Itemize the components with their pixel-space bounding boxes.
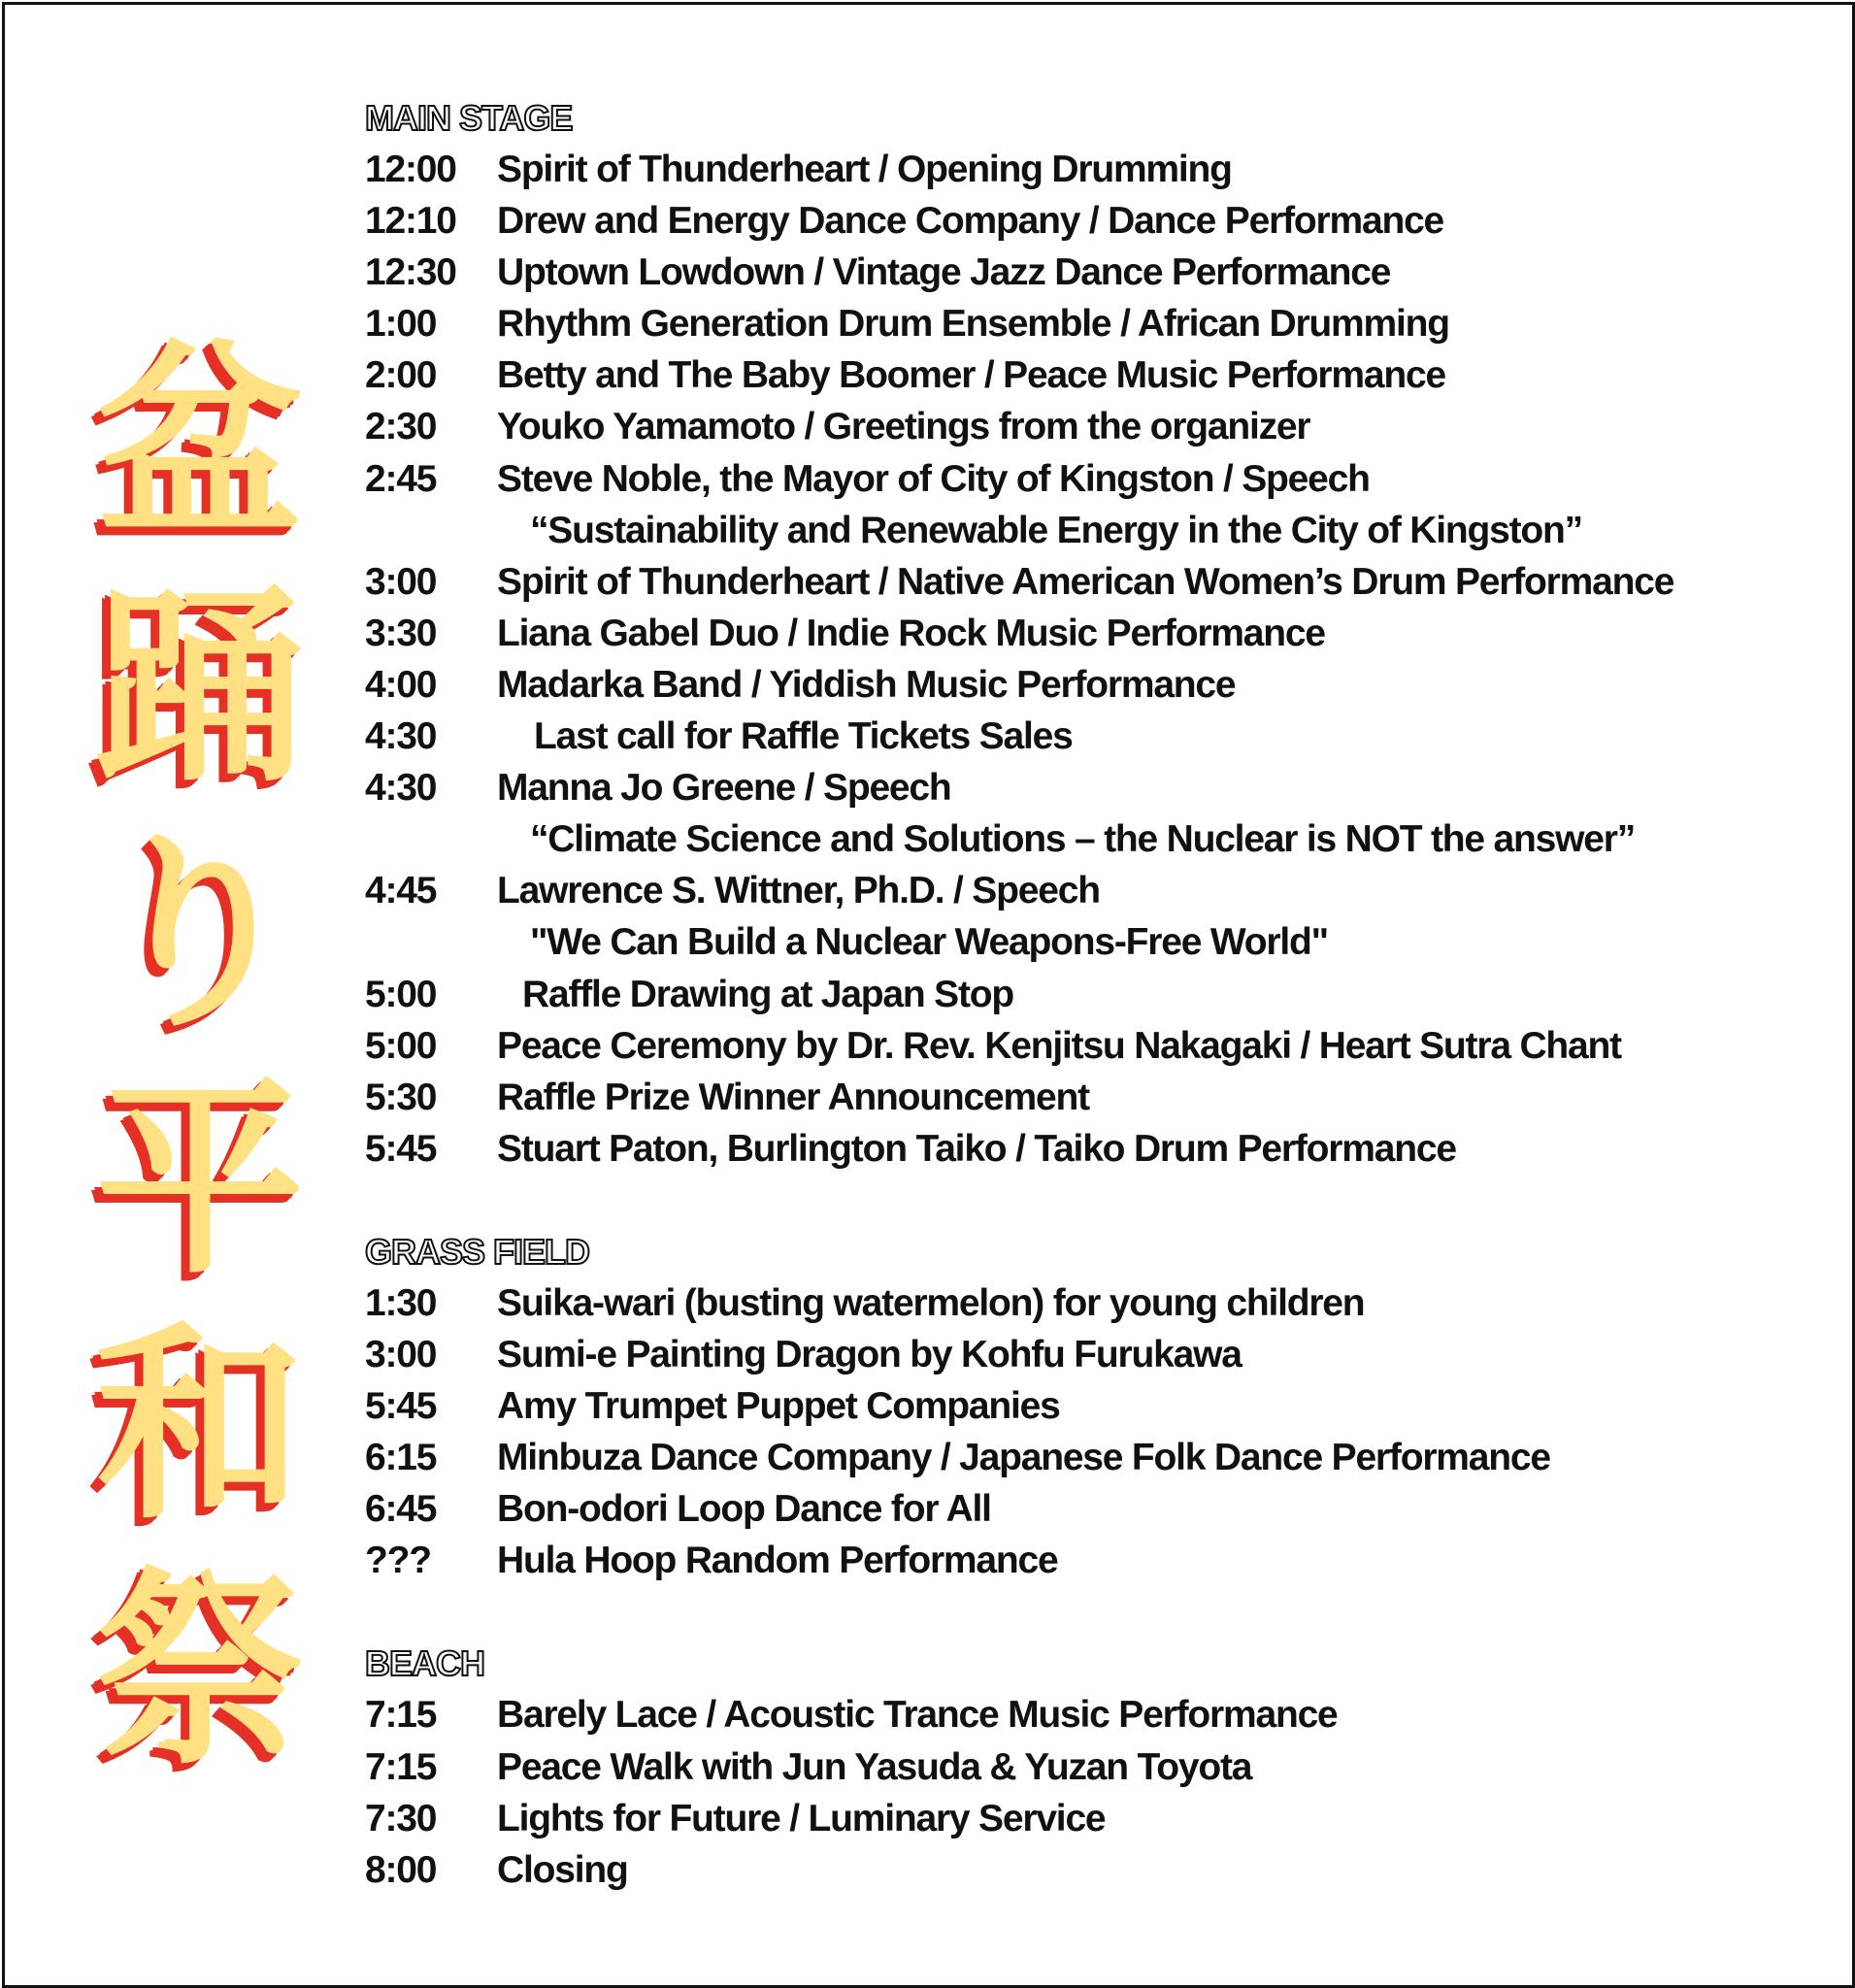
schedule-desc: Steve Noble, the Mayor of City of Kingston / Speech: [497, 457, 1370, 500]
schedule-desc: Liana Gabel Duo / Indie Rock Music Performance: [497, 612, 1325, 654]
schedule-row: [365, 1380, 1821, 1432]
schedule-desc: Barely Lace / Acoustic Trance Music Performance: [497, 1694, 1338, 1737]
schedule-desc: Last call for Raffle Tickets Sales: [534, 715, 1073, 758]
schedule-time: 12:00: [365, 149, 456, 190]
speech-title: "We Can Build a Nuclear Weapons-Free World": [530, 921, 1328, 964]
schedule-row: [365, 298, 1821, 349]
schedule-time: 4:30: [365, 767, 437, 810]
schedule-desc: Manna Jo Greene / Speech: [497, 767, 951, 810]
schedule-desc: Lights for Future / Luminary Service: [497, 1797, 1106, 1839]
schedule-desc: Betty and The Baby Boomer / Peace Music Performance: [497, 354, 1445, 397]
schedule-desc: Sumi-e Painting Dragon by Kohfu Furukawa: [497, 1333, 1242, 1375]
schedule-row: [365, 144, 1821, 195]
schedule-time: 7:15: [365, 1694, 437, 1737]
festival-title-vertical: [83, 320, 316, 1794]
schedule-desc: Stuart Paton, Burlington Taiko / Taiko Drum Performance: [497, 1127, 1456, 1170]
schedule-row: [365, 195, 1821, 247]
schedule-time: 5:00: [365, 1024, 437, 1067]
schedule-time: 7:30: [365, 1797, 437, 1839]
schedule-desc: Bon-odori Loop Dance for All: [497, 1488, 991, 1531]
schedule-time: 5:45: [365, 1127, 437, 1170]
schedule-row: [365, 969, 1821, 1020]
schedule-row: [365, 1020, 1821, 1072]
section-spacer: [365, 1175, 1821, 1226]
title-char-ri: り: [95, 812, 305, 1056]
schedule-time: 8:00: [365, 1848, 437, 1891]
schedule-time: 6:15: [365, 1437, 437, 1479]
schedule-row: [365, 865, 1821, 916]
schedule-time: 6:45: [365, 1488, 437, 1531]
schedule-row: [365, 1329, 1821, 1380]
schedule-desc: Drew and Energy Dance Company / Dance Performance: [497, 200, 1444, 243]
schedule-desc: Amy Trumpet Puppet Companies: [497, 1385, 1060, 1428]
schedule-time: ???: [365, 1540, 431, 1582]
schedule-row: [365, 1844, 1821, 1896]
schedule-row: [365, 1689, 1821, 1740]
schedule-time: 12:30: [365, 251, 456, 294]
schedule-row: [365, 453, 1821, 505]
schedule-desc: Hula Hoop Random Performance: [497, 1540, 1058, 1582]
title-char-odo: 踊: [95, 567, 305, 811]
schedule-time: 12:10: [365, 200, 456, 243]
schedule-time: 2:45: [365, 457, 437, 500]
schedule-time: 3:00: [365, 1333, 437, 1375]
schedule-desc: Madarka Band / Yiddish Music Performance: [497, 663, 1236, 706]
section-spacer: [365, 1586, 1821, 1638]
schedule-desc: Spirit of Thunderheart / Opening Drumming: [497, 149, 1232, 190]
schedule-time: 1:00: [365, 303, 437, 346]
schedule-row: [365, 1277, 1821, 1329]
title-char-hei: 平: [95, 1058, 305, 1302]
schedule-desc: Peace Ceremony by Dr. Rev. Kenjitsu Nakagaki / Heart Sutra Chant: [497, 1024, 1621, 1067]
schedule-time: 7:15: [365, 1745, 437, 1788]
schedule-desc: Uptown Lowdown / Vintage Jazz Dance Performance: [497, 251, 1391, 294]
schedule-time: 4:45: [365, 870, 437, 912]
schedule-time: 4:00: [365, 663, 437, 706]
schedule-time: 5:00: [365, 973, 437, 1015]
schedule-desc: Closing: [497, 1848, 628, 1891]
schedule-time: 2:30: [365, 406, 437, 448]
schedule-row: [365, 401, 1821, 452]
title-char-sai: 祭: [95, 1549, 305, 1793]
event-schedule: [365, 92, 1821, 1896]
schedule-desc: Suika-wari (busting watermelon) for young children: [497, 1281, 1365, 1324]
schedule-desc: Raffle Drawing at Japan Stop: [522, 973, 1013, 1015]
schedule-time: 2:00: [365, 354, 437, 397]
schedule-row: [365, 1793, 1821, 1844]
speech-title: “Sustainability and Renewable Energy in the City of Kingston”: [530, 509, 1582, 551]
schedule-row: [365, 349, 1821, 401]
main-stage-heading: MAIN STAGE: [365, 98, 573, 138]
schedule-desc: Minbuza Dance Company / Japanese Folk Dance Performance: [497, 1437, 1550, 1479]
title-char-bon: 盆: [95, 321, 305, 565]
schedule-row: [365, 1535, 1821, 1586]
schedule-desc: Peace Walk with Jun Yasuda & Yuzan Toyota: [497, 1745, 1252, 1788]
schedule-row: [365, 1072, 1821, 1123]
schedule-row: [365, 247, 1821, 298]
schedule-row: [365, 1123, 1821, 1175]
grass-field-heading: GRASS FIELD: [365, 1231, 590, 1272]
schedule-row: [365, 1741, 1821, 1793]
schedule-desc: Youko Yamamoto / Greetings from the organizer: [497, 406, 1310, 448]
schedule-desc: Rhythm Generation Drum Ensemble / African Drumming: [497, 303, 1449, 346]
beach-heading: BEACH: [365, 1643, 485, 1684]
schedule-time: 1:30: [365, 1281, 437, 1324]
schedule-time: 4:30: [365, 715, 437, 758]
schedule-row: [365, 1432, 1821, 1483]
speech-title: “Climate Science and Solutions – the Nuclear is NOT the answer”: [530, 818, 1636, 861]
schedule-time: 3:00: [365, 560, 437, 603]
schedule-time: 5:30: [365, 1076, 437, 1118]
schedule-row: [365, 762, 1821, 813]
schedule-time: 5:45: [365, 1385, 437, 1428]
schedule-time: 3:30: [365, 612, 437, 654]
schedule-row: [365, 556, 1821, 608]
schedule-row: [365, 711, 1821, 762]
schedule-row: [365, 1483, 1821, 1535]
title-char-wa: 和: [95, 1304, 305, 1547]
schedule-row: [365, 608, 1821, 659]
schedule-desc: Lawrence S. Wittner, Ph.D. / Speech: [497, 870, 1100, 912]
schedule-desc: Spirit of Thunderheart / Native American Women’s Drum Performance: [497, 560, 1674, 603]
schedule-desc: Raffle Prize Winner Announcement: [497, 1076, 1089, 1118]
schedule-row: [365, 659, 1821, 711]
